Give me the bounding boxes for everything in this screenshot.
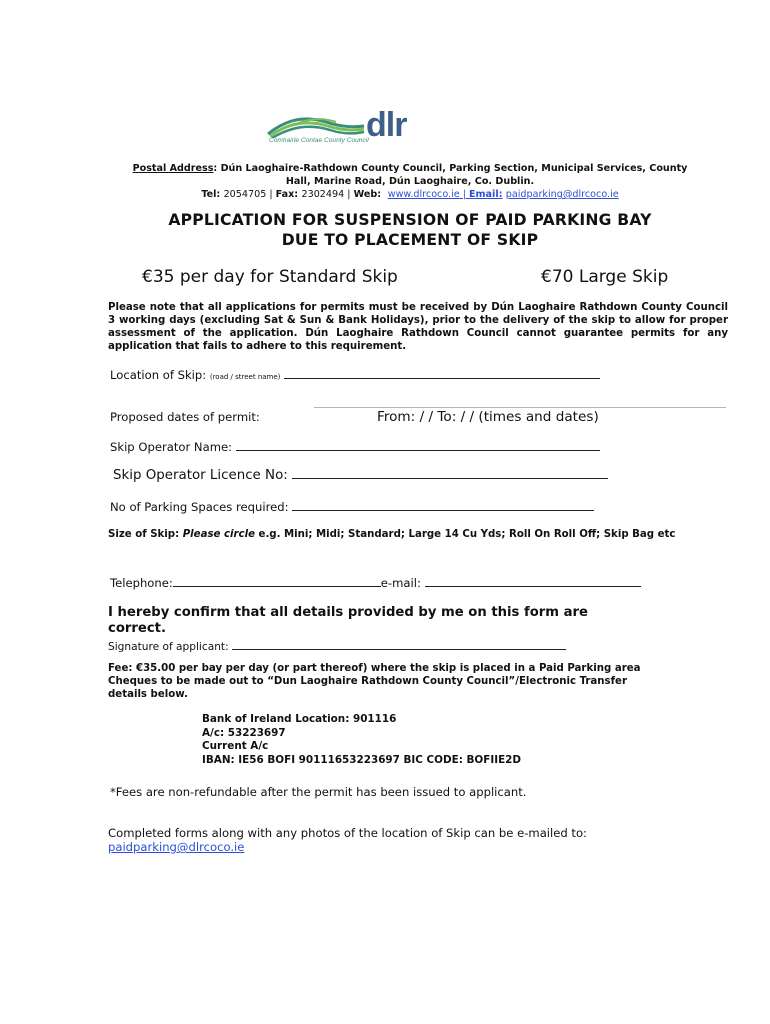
size-circle-instruction: Please circle	[182, 529, 255, 540]
dlr-logo	[266, 106, 431, 148]
signature-row	[108, 641, 566, 653]
bank-details	[202, 713, 521, 767]
separator: |	[266, 189, 276, 200]
fax-value: 2302494	[301, 189, 345, 200]
form-title	[90, 210, 730, 250]
dlr-wave-icon	[266, 112, 366, 138]
location-label: Location of Skip:	[110, 368, 207, 382]
bank-account-type: Current A/c	[202, 740, 269, 753]
price-standard: €35 per day for Standard Skip	[142, 267, 398, 287]
signature-input-line[interactable]	[232, 649, 566, 650]
fee-paragraph	[108, 662, 728, 701]
tel-value: 2054705	[223, 189, 267, 200]
address-line-1: : Dún Laoghaire-Rathdown County Council, Parking Section, Municipal Services, County	[213, 163, 688, 174]
operator-input-line[interactable]	[236, 450, 600, 451]
spaces-row	[110, 500, 594, 514]
size-of-skip	[108, 528, 728, 541]
location-input-line[interactable]	[284, 378, 600, 379]
tel-label: Tel:	[201, 189, 221, 200]
confirmation-statement: I hereby confirm that all details provided by me on this form are correct.	[108, 605, 588, 636]
address-line-2: Hall, Marine Road, Dún Laoghaire, Co. Dublin.	[285, 176, 535, 187]
logo-wordmark: dlr	[366, 106, 407, 144]
bank-iban: IBAN: IE56 BOFI 90111653223697 BIC CODE: BOFIIE2D	[202, 753, 522, 766]
signature-label: Signature of applicant:	[108, 641, 229, 653]
size-options[interactable]: e.g. Mini; Midi; Standard; Large 14 Cu Yds; Roll On Roll Off; Skip Bag etc	[258, 529, 676, 540]
logo-subtitle: Comhairle Contae County Council	[269, 137, 369, 144]
web-label: Web:	[353, 189, 382, 200]
submission-email-link[interactable]: paidparking@dlrcoco.ie	[108, 840, 245, 854]
email-label: Email:	[469, 189, 503, 200]
fax-label: Fax:	[275, 189, 299, 200]
web-link[interactable]: www.dlrcoco.ie	[387, 189, 460, 200]
title-line-1: APPLICATION FOR SUSPENSION OF PAID PARKING BAY	[168, 211, 652, 229]
location-row	[110, 368, 600, 382]
email-input-line[interactable]	[425, 586, 641, 587]
notice-paragraph: Please note that all applications for permits must be received by Dún Laoghaire Rathdown County Council 3 working days (excluding Sat & Sun & Bank Holidays), prior to the delivery of the skip to allow for proper assessment of the application. Dún Laoghaire Rathdown Council cannot guarantee permits for any application that fails to adhere to this requirement.	[108, 302, 728, 352]
location-hint: (road / street name)	[209, 373, 281, 381]
email-link[interactable]: paidparking@dlrcoco.ie	[505, 189, 619, 200]
refund-note: *Fees are non-refundable after the permit has been issued to applicant.	[110, 785, 527, 799]
separator: |	[459, 189, 469, 200]
title-line-2: DUE TO PLACEMENT OF SKIP	[281, 231, 539, 249]
price-large: €70 Large Skip	[541, 267, 669, 287]
email-field-label: e-mail:	[380, 576, 421, 590]
separator: |	[344, 189, 354, 200]
telephone-label: Telephone:	[110, 576, 173, 590]
telephone-input-line[interactable]	[173, 586, 381, 587]
postal-address	[90, 162, 730, 201]
contact-row	[110, 576, 641, 590]
fee-line-2: Cheques to be made out to “Dun Laoghaire Rathdown County Council”/Electronic Transfer	[108, 676, 627, 687]
postal-address-label: Postal Address	[132, 163, 214, 174]
completed-forms-text: Completed forms along with any photos of the location of Skip can be e-mailed to:	[108, 826, 587, 840]
dates-label: Proposed dates of permit:	[110, 410, 260, 424]
spaces-label: No of Parking Spaces required:	[110, 500, 289, 514]
operator-row	[110, 440, 600, 454]
operator-label: Skip Operator Name:	[110, 440, 233, 454]
spaces-input-line[interactable]	[292, 510, 594, 511]
completed-forms-note	[108, 826, 587, 854]
dates-input[interactable]: From: / / To: / / (times and dates)	[377, 409, 599, 425]
divider	[314, 407, 726, 408]
bank-location: Bank of Ireland Location: 901116	[202, 713, 397, 725]
size-label: Size of Skip:	[108, 529, 180, 540]
licence-input-line[interactable]	[292, 478, 608, 479]
bank-account: A/c: 53223697	[202, 726, 286, 739]
contact-line	[90, 188, 730, 201]
licence-label: Skip Operator Licence No:	[113, 468, 288, 483]
licence-row	[113, 468, 608, 483]
fee-line-1: Fee: €35.00 per bay per day (or part thereof) where the skip is placed in a Paid Parking area	[108, 663, 641, 674]
fee-line-3: details below.	[108, 689, 188, 700]
